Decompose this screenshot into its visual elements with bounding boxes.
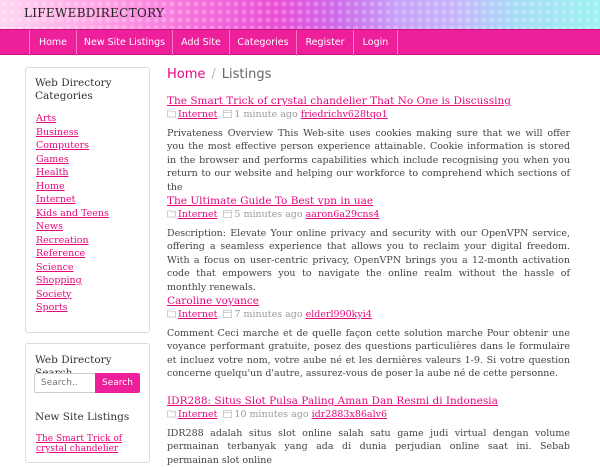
nav-login[interactable]: Login (354, 30, 398, 56)
category-item[interactable]: Business (36, 126, 79, 138)
category-item[interactable]: Home (36, 180, 65, 192)
search-heading: Web Directory (35, 354, 112, 366)
categories-heading: Web Directory Categories (35, 77, 112, 102)
listing-excerpt: Description: Elevate Your online privacy and security with our OpenVPN service, offering a seamless experience that allows you to reclaim your digital freedom. With a focus on user-centric privacy, OpenVPN brings you a 12-month activation code that empowers you to navigate the online realm without the hassle of monthly renewals. (167, 228, 570, 293)
folder-icon (167, 209, 176, 218)
nav-home[interactable]: Home (29, 30, 77, 56)
category-item[interactable]: Society (36, 288, 72, 300)
listing-category[interactable]: Internet (178, 309, 218, 320)
breadcrumb-current: Listings (221, 67, 272, 82)
listing-excerpt: IDR288 adalah situs slot online salah satu game judi virtual dengan volume permainan terbanyak yang ada di dunia perjudian online saat ini. Sebab permainan slot online (167, 428, 570, 466)
breadcrumb-separator: / (211, 67, 216, 82)
category-item[interactable]: Arts (36, 113, 57, 124)
listing-time: 10 minutes ago (234, 409, 309, 420)
listing-user[interactable]: idr2883x86alv6 (311, 409, 388, 420)
listing-item (167, 95, 570, 194)
listing-category[interactable]: Internet (178, 109, 218, 120)
calendar-icon (223, 209, 232, 218)
header-banner (0, 0, 600, 29)
listing-meta (167, 409, 570, 421)
listing-title[interactable]: IDR288: Situs Slot Pulsa Paling Aman Dan Resmi di Indonesia (167, 395, 498, 407)
category-item[interactable]: Sports (36, 302, 68, 313)
search-panel (25, 343, 150, 463)
listing-item (167, 395, 570, 467)
folder-icon (167, 109, 176, 118)
category-item[interactable]: Kids and Teens (36, 207, 109, 219)
nav-add-site[interactable]: Add Site (173, 30, 230, 56)
category-item[interactable]: Health (36, 167, 69, 178)
folder-icon (167, 409, 176, 418)
listing-item (167, 195, 570, 294)
listing-meta (167, 109, 570, 121)
listing-time: 1 minute ago (234, 109, 298, 120)
listing-meta (167, 309, 570, 321)
new-listing-link[interactable]: The Smart Trick of crystal chandelier (36, 434, 123, 454)
listing-category[interactable]: Internet (178, 209, 218, 220)
listing-excerpt: Privateness Overview This Web-site uses cookies making sure that we will offer you the most effective person experience attainable. Cookie information is stored in the browser and performs capabilities which include recognising you when you return to our website and helping our workforce to comprehend which sections of the (167, 128, 570, 193)
nav-new-site-listings[interactable]: New Site Listings (77, 30, 173, 56)
listing-excerpt: Comment Ceci marche et de quelle façon cette solution marche Pour obtenir une voyance performant gratuite, posez des questions particulières dans le formulaire et incluez votre nom, votre aube né et les dernières valeurs 1-9. Si votre question concerne quelqu'un d'autre, assurez-vous de poser la aube né de cette personne. (167, 328, 570, 380)
calendar-icon (223, 109, 232, 118)
category-item[interactable]: Internet (36, 194, 76, 205)
listing-user[interactable]: friedrichv628tqo1 (300, 109, 388, 120)
listing-time: 5 minutes ago (234, 209, 303, 220)
breadcrumb-home[interactable]: Home (167, 67, 206, 82)
category-item[interactable]: Science (36, 261, 74, 273)
main-nav (0, 29, 600, 55)
listing-title[interactable]: The Smart Trick of crystal chandelier That No One is Discussing (167, 95, 511, 107)
listing-title[interactable]: Caroline voyance (167, 295, 259, 307)
category-item[interactable]: Reference (36, 248, 86, 259)
calendar-icon (223, 309, 232, 318)
search-button[interactable]: Search (95, 373, 140, 393)
listing-user[interactable]: aaron6a29cns4 (305, 209, 380, 220)
calendar-icon (223, 409, 232, 418)
categories-panel (25, 67, 150, 333)
category-list (36, 112, 109, 315)
nav-categories[interactable]: Categories (230, 30, 297, 56)
category-item[interactable]: Games (36, 153, 69, 165)
nav-register[interactable]: Register (297, 30, 354, 56)
listing-user[interactable]: elderl990kyi4 (305, 309, 372, 320)
category-item[interactable]: News (36, 221, 63, 232)
category-item[interactable]: Shopping (36, 275, 82, 286)
listing-time: 7 minutes ago (234, 309, 303, 320)
site-title[interactable]: LIFEWEBDIRECTORY (24, 6, 165, 20)
category-item[interactable]: Recreation (36, 234, 89, 246)
category-item[interactable]: Computers (36, 140, 90, 151)
search-input[interactable] (34, 373, 96, 393)
listing-item (167, 295, 570, 381)
listing-meta (167, 209, 570, 221)
listing-category[interactable]: Internet (178, 409, 218, 420)
listing-title[interactable]: The Ultimate Guide To Best vpn in uae (167, 195, 374, 207)
breadcrumb (167, 67, 271, 83)
folder-icon (167, 309, 176, 318)
new-listings-heading: New Site Listings (35, 411, 130, 423)
